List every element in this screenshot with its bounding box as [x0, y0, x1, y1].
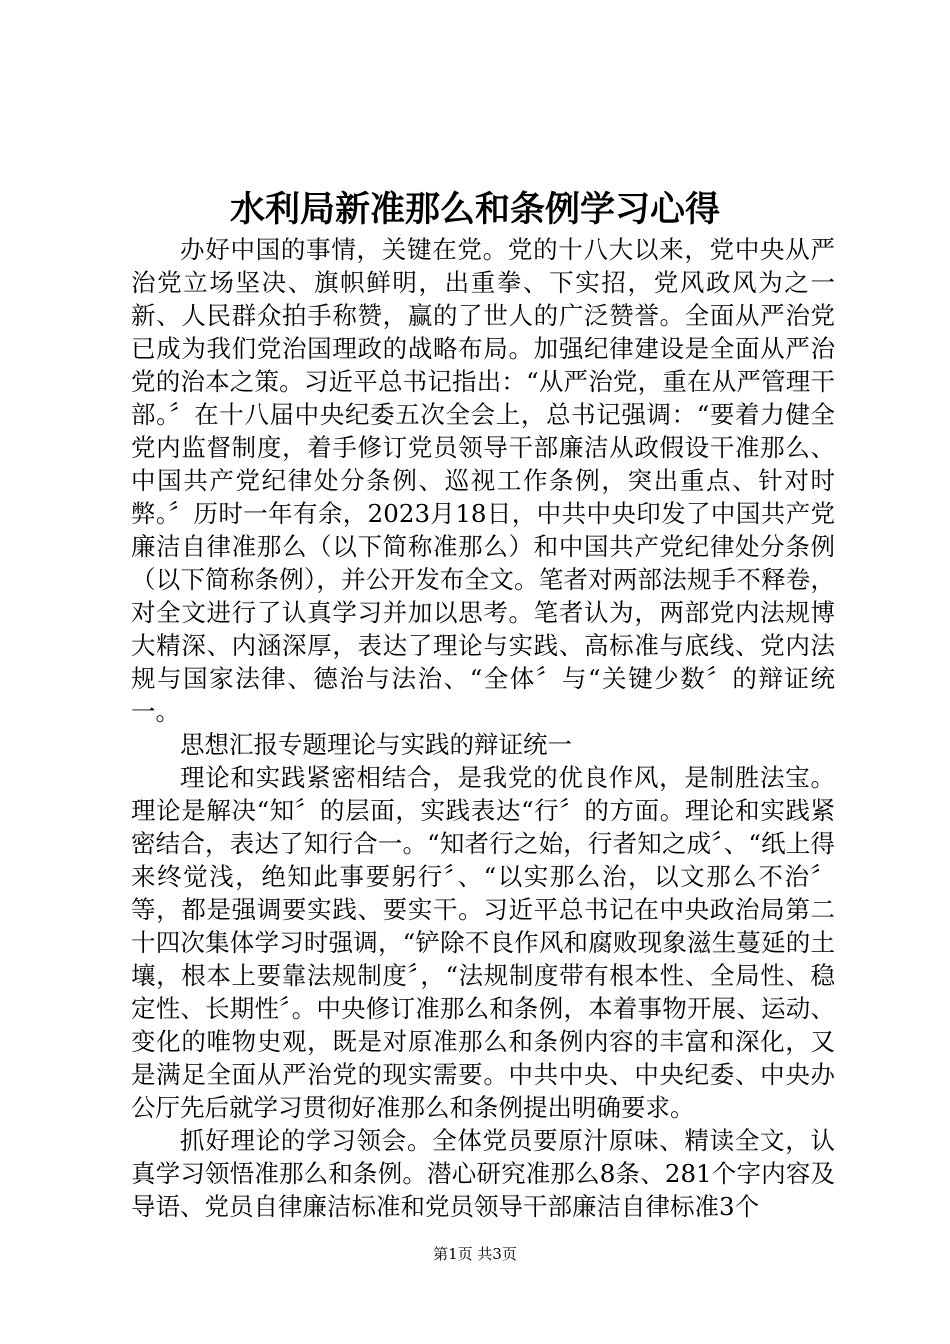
paragraph-theory-practice: 理论和实践紧密相结合，是我党的优良作风，是制胜法宝。理论是解决“知〞的层面，实践表达“行〞的方面。理论和实践紧密结合，表达了知行合一。“知者行之始，行者知之成〞、“纸上得来终觉浅，绝知此事要躬行〞、“以实那么治，以文那么不治〞等，都是强调要实践、要实干。习近平总书记在中央政治局第二十四次集体学习时强调，“铲除不良作风和腐败现象滋生蔓延的土壤，根本上要靠法规制度〞，“法规制度带有根本性、全局性、稳定性、长期性〞。中央修订准那么和条例，本着事物开展、运动、变化的唯物史观，既是对原准那么和条例内容的丰富和深化，又是满足全面从严治党的现实需要。中共中央、中央纪委、中央办公厅先后就学习贯彻好准那么和条例提出明确要求。 [131, 763, 835, 1122]
paragraph-study: 抓好理论的学习领会。全体党员要原汁原味、精读全文，认真学习领悟准那么和条例。潜心研究准那么8条、281个字内容及导语、党员自律廉洁标准和党员领导干部廉洁自律标准3个 [131, 1126, 835, 1221]
paragraph-section-heading: 思想汇报专题理论与实践的辩证统一 [180, 730, 572, 759]
page-footer: 第1页 共3页 [433, 1245, 517, 1263]
document-title: 水利局新准那么和条例学习心得 [229, 189, 720, 230]
document-body [131, 233, 835, 1223]
paragraph-intro: 办好中国的事情，关键在党。党的十八大以来，党中央从严治党立场坚决、旗帜鲜明，出重拳、下实招，党风政风为之一新、人民群众拍手称赞，赢的了世人的广泛赞誉。全面从严治党已成为我们党治国理政的战略布局。加强纪律建设是全面从严治党的治本之策。习近平总书记指出：“从严治党，重在从严管理干部。〞在十八届中央纪委五次全会上，总书记强调：“要着力健全党内监督制度，着手修订党员领导干部廉洁从政假设干准那么、中国共产党纪律处分条例、巡视工作条例，突出重点、针对时弊。〞历时一年有余，2023月18日，中共中央印发了中国共产党廉洁自律准那么（以下简称准那么）和中国共产党纪律处分条例（以下简称条例），并公开发布全文。笔者对两部法规手不释卷，对全文进行了认真学习并加以思考。笔者认为，两部党内法规博大精深、内涵深厚，表达了理论与实践、高标准与底线、党内法规与国家法律、德治与法治、“全体〞与“关键少数〞的辩证统一。 [131, 235, 835, 726]
